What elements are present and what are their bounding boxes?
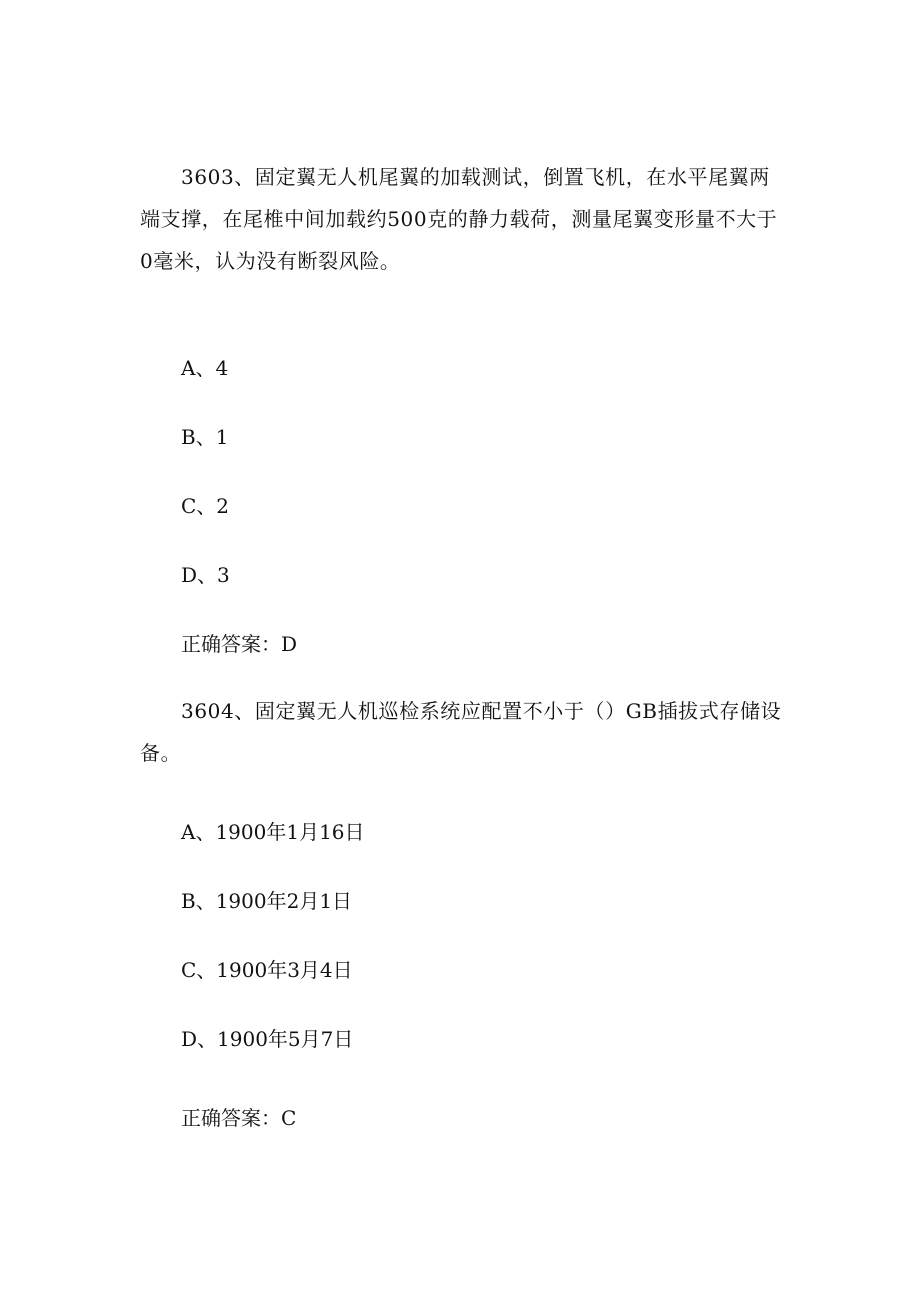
option-b: B、1 <box>181 425 229 449</box>
option-a: A、1900年1月16日 <box>181 820 365 844</box>
correct-answer: 正确答案：D <box>181 632 298 656</box>
correct-answer: 正确答案：C <box>181 1106 297 1130</box>
option-c: C、1900年3月4日 <box>181 958 353 982</box>
option-c: C、2 <box>181 494 230 518</box>
option-d: D、3 <box>181 563 230 587</box>
question-stem: 3604、固定翼无人机巡检系统应配置不小于（）GB插拔式存储设备。 <box>140 699 782 765</box>
option-a: A、4 <box>181 356 229 380</box>
question-stem: 3603、固定翼无人机尾翼的加载测试，倒置飞机，在水平尾翼两端支撑，在尾椎中间加载约500克的静力载荷，测量尾翼变形量不大于0毫米，认为没有断裂风险。 <box>140 165 778 273</box>
option-d: D、1900年5月7日 <box>181 1027 354 1051</box>
option-b: B、1900年2月1日 <box>181 889 353 913</box>
